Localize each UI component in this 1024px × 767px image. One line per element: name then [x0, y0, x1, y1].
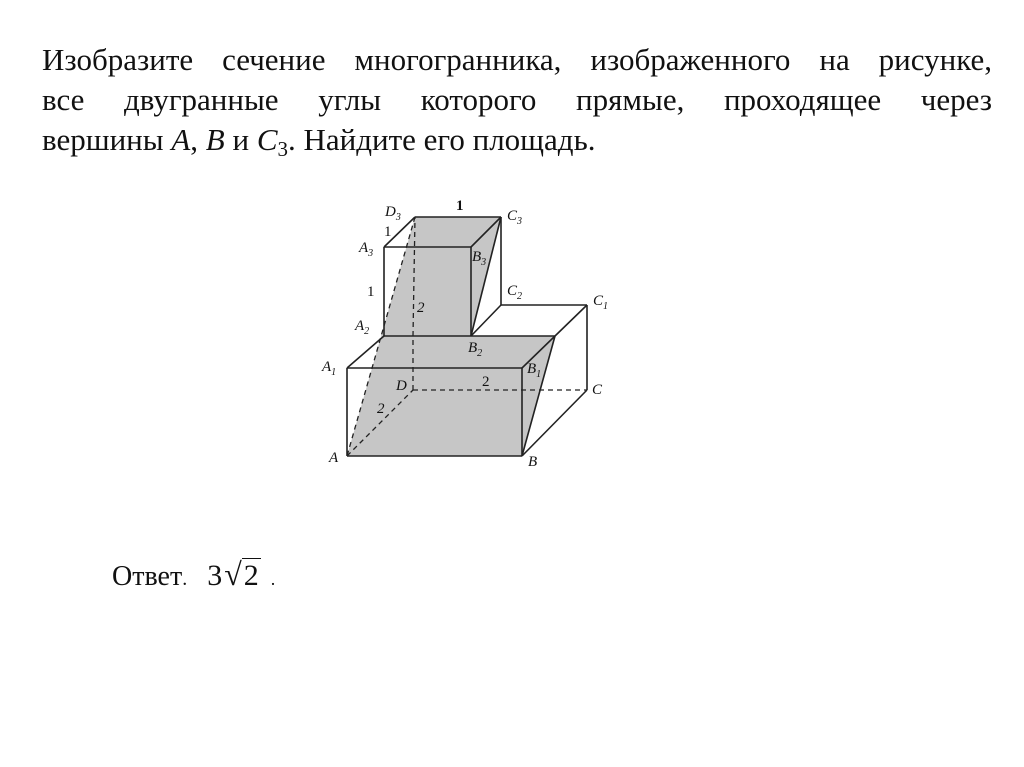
label-a: A — [329, 450, 339, 466]
vertex-a-label: A — [171, 122, 191, 157]
task-line-3-suffix: . Найдите его площадь. — [288, 122, 596, 157]
length-base-depth: 2 — [377, 401, 385, 417]
length-base-back: 2 — [482, 374, 490, 390]
answer-label: Ответ — [112, 561, 183, 592]
vertex-c-subscript: 3 — [277, 137, 288, 161]
label-b: B — [528, 454, 538, 470]
task-line-1: Изобразите сечение многогранника, изображенного на рисунке, — [42, 42, 992, 77]
label-c2: $C_2$ — [507, 283, 523, 302]
vertex-c-label: C — [256, 122, 278, 157]
label-a1: $A_1$ — [322, 359, 337, 378]
vertex-b-label: B — [205, 122, 225, 157]
answer-radicand: 2 — [243, 559, 259, 592]
label-a2: $A_2$ — [355, 318, 370, 337]
label-b3: $B_3$ — [472, 249, 487, 268]
label-b2: $B_2$ — [468, 340, 483, 359]
length-middle-front: 2 — [417, 300, 425, 316]
answer-trailing-dot: . — [270, 569, 276, 589]
label-a3: $A_3$ — [359, 240, 374, 259]
label-c1: $C_1$ — [593, 293, 609, 312]
task-line-2: все двугранные углы которого прямые, проходящее через — [42, 82, 992, 117]
task-sep: , — [190, 122, 206, 157]
length-top-side: 1 — [384, 224, 392, 240]
answer-block — [112, 556, 275, 593]
answer-value — [207, 556, 265, 593]
label-b1: $B_1$ — [527, 361, 542, 380]
label-c3: $C_3$ — [507, 208, 523, 227]
answer-coefficient: 3 — [207, 559, 223, 592]
label-d: D — [396, 378, 407, 394]
answer-dot: . — [182, 568, 188, 590]
task-line-3-prefix: вершины — [42, 122, 172, 157]
label-d3: $D_3$ — [385, 204, 401, 223]
task-and: и — [224, 122, 257, 157]
sqrt-icon: √2 — [224, 556, 259, 592]
label-c: C — [592, 382, 603, 398]
length-middle-side: 1 — [367, 284, 375, 300]
length-top-edge: 1 — [456, 198, 464, 214]
